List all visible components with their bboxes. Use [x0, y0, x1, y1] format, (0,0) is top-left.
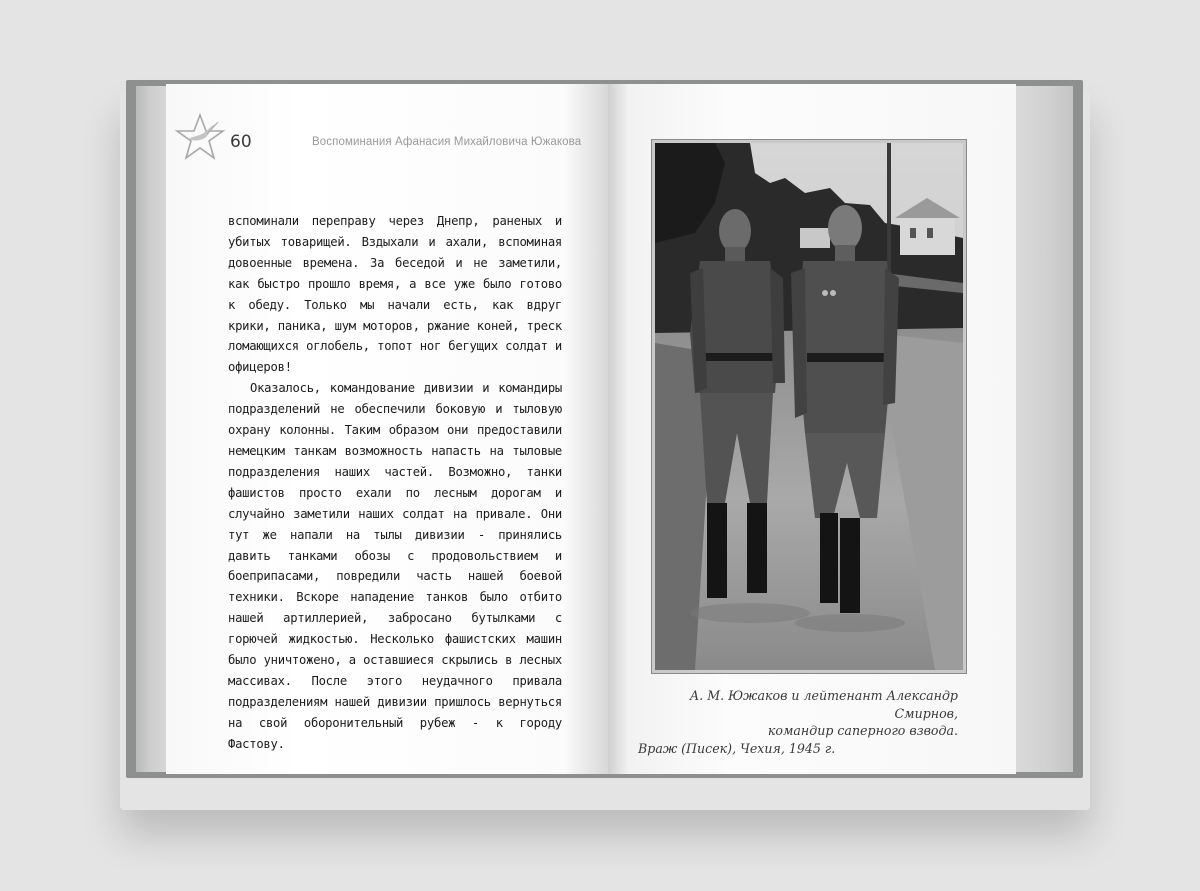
photo-caption — [638, 687, 958, 757]
page-number: 60 — [230, 132, 252, 152]
caption-line: А. М. Южаков и лейтенант Александр Смирнов, — [689, 688, 958, 721]
right-page — [608, 84, 1016, 774]
page-edges-right — [1015, 86, 1073, 772]
running-head: Воспоминания Афанасия Михайловича Южакова — [312, 136, 582, 148]
paragraph: Оказалось, командование дивизии и командиры подразделений не обеспечили боковую и тыловую охрану колонны. Таким образом они предоставили немецким танкам возможность напасть на тыловые подразделения наших частей. Возможно, танки фашистов просто ехали по лесным дорогам и случайно заметили наших солдат на привале. Они тут же напали на тылы дивизии - принялись давить танками обозы с продовольствием и боеприпасами, повредили часть нашей боевой техники. Вскоре нападение танков было отбито нашей артиллерией, забросано бутылками с горючей жидкостью. Несколько фашистских машин было уничтожено, а оставшиеся скрылись в лесных массивах. После этого неудачного привала подразделениям нашей дивизии пришлось вернуться на свой оборонительный рубеж - к городу Фастову. — [228, 381, 562, 751]
paragraph: вспоминали переправу через Днепр, раненых и убитых товарищей. Вздыхали и ахали, вспоминая довоенные времена. За беседой и не заметили, как быстро прошло время, а все уже было готово к обеду. Только мы начали есть, как вдруг крики, паника, шум моторов, ржание коней, треск ломающихся оглобель, топот ног бегущих солдат и офицеров! — [228, 214, 562, 375]
left-page — [166, 84, 608, 774]
caption-line: Враж (Писек), Чехия, 1945 г. — [638, 740, 836, 756]
body-text — [228, 211, 562, 755]
page-edges-left — [136, 86, 170, 772]
caption-line: командир саперного взвода. — [767, 723, 958, 738]
star-crane-icon — [174, 112, 226, 164]
photograph — [651, 139, 967, 674]
